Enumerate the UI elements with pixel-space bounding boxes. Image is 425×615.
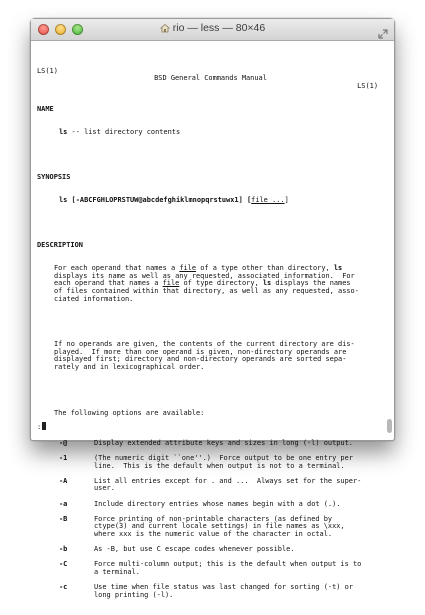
options-list [37,432,384,599]
option-description: Force printing of non-printable characters (as defined by [94,514,333,523]
option-description: (The numeric digit ``one''.) Force output to be one entry per [94,454,353,463]
option-description: As -B, but use C escape codes whenever possible. [94,545,295,554]
title-bar[interactable] [31,19,394,41]
option-flag: -a [59,499,68,508]
option-row [37,478,384,486]
less-prompt[interactable] [37,422,46,431]
section-name: NAME [37,104,54,113]
option-flag: -A [59,476,68,485]
man-page-content [31,41,384,599]
option-description: Force multi-column output; this is the default when output is to [94,560,362,569]
option-description: user. [94,484,115,493]
header-right: LS(1) [357,81,378,90]
option-flag: -C [59,560,68,569]
option-description: ctype(3) and current locale settings) in file names as \xxx, [94,522,345,531]
description-line: of files contained within that directory, as well as any requested, asso- [54,287,359,295]
option-row [37,440,384,448]
synopsis-line: ls [-ABCFGHLOPRSTUW@abcdefghiklmnopqrstuwx1] [file ...] [59,195,289,204]
option-row [37,546,384,554]
text-cursor [42,422,46,430]
window-title [31,22,394,36]
section-description: DESCRIPTION [37,241,83,250]
scrollbar-thumb[interactable] [387,419,392,433]
option-row [37,584,384,592]
description-line: each operand that names a file of type directory, ls displays the names [54,279,351,288]
description-line: rately and in lexicographical order. [54,362,205,371]
home-folder-icon [160,23,170,36]
options-intro: The following options are available: [54,408,205,417]
scrollbar[interactable] [386,41,393,439]
header-center: BSD General Commands Manual [154,74,267,83]
option-flag: -c [59,583,68,592]
window-title-text: rio — less — 80×46 [172,22,266,34]
option-flag: -@ [59,438,68,447]
option-row [37,531,384,539]
description-line: played. If more than one operand is given, non-directory operands are [54,347,347,356]
man-header [37,60,384,90]
option-flag: -b [59,545,68,554]
option-description: line. This is the default when output is not to a terminal. [94,461,345,470]
section-synopsis: SYNOPSIS [37,173,71,182]
option-description: Display extended attribute keys and sizes in long (-l) output. [94,438,353,447]
header-left: LS(1) [37,66,58,75]
option-flag: -B [59,514,68,523]
option-row [37,485,384,493]
option-row [37,592,384,600]
description-line: displayed first; directory and non-directory operands are sorted sepa- [54,355,347,364]
option-description: a terminal. [94,567,140,576]
description-paragraph-1 [37,265,384,303]
option-row [37,463,384,471]
description-line: displays its name as well as any requested, associated information. For [54,271,355,280]
option-row [37,501,384,509]
description-line: If no operands are given, the contents of the current directory are dis- [54,340,355,349]
option-description: List all entries except for . and ... Always set for the super- [94,476,362,485]
description-paragraph-2 [37,341,384,371]
description-line: ciated information. [54,294,134,303]
option-description: where xxx is the numeric value of the character in octal. [94,530,333,538]
prompt-text: : [37,423,42,431]
option-description: Use time when file status was last changed for sorting (-t) or [94,583,353,592]
option-row [37,569,384,577]
description-line: For each operand that names a file of a type other than directory, ls [54,264,343,273]
fullscreen-icon[interactable] [378,24,388,34]
option-flag: -1 [59,454,68,463]
name-line: ls -- list directory contents [59,127,181,136]
option-description: long printing (-l). [94,590,174,599]
option-description: Include directory entries whose names begin with a dot (.). [94,499,341,508]
option-row [37,561,384,569]
terminal-window [30,18,395,599]
